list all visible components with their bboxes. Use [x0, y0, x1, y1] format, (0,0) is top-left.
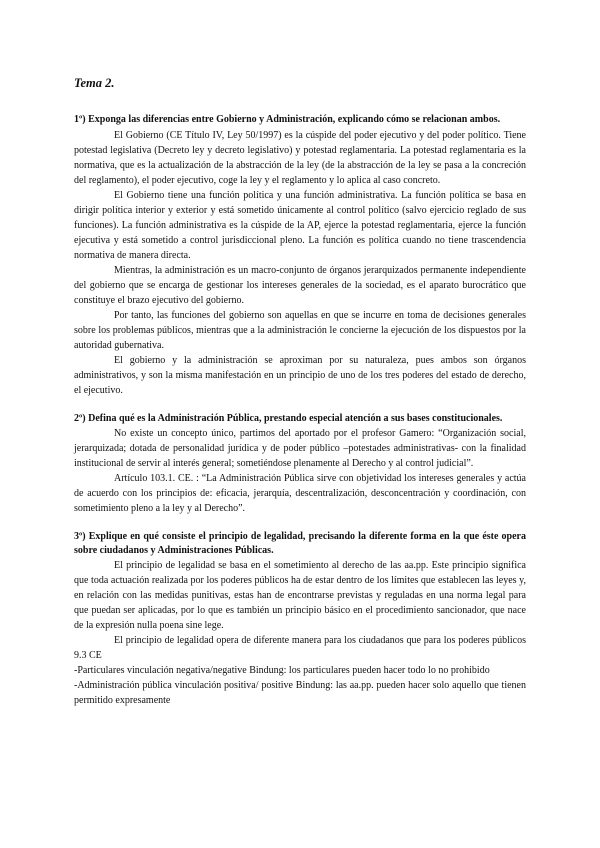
paragraph: El principio de legalidad se basa en el sometimiento al derecho de las aa.pp. Este principio significa que toda actuación realizada por los poderes públicos ha de estar dentro de los límites que establecen las leyes y, en relación con las medidas punitivas, estas han de encontrarse previstas y reguladas en una norma legal para que puedan ser aplicadas, por lo que es también un principio básico en el procedimiento sancionador, que nace de la expresión nulla poena sine lege.: [74, 560, 526, 631]
section-heading: 2º) Defina qué es la Administración Pública, prestando especial atención a sus bases constitucionales.: [74, 412, 503, 424]
section-2: [74, 412, 526, 517]
paragraph: No existe un concepto único, partimos del aportado por el profesor Gamero: “Organización social, jerarquizada; dotada de personalidad jurídica y de poder público –potestades administrativas- con la finalidad institucional de servir al interés general; sometiéndose plenamente al Derecho y al control judicial”.: [74, 428, 526, 469]
document-body: [74, 76, 526, 708]
section-1: [74, 113, 526, 398]
paragraph: El Gobierno tiene una función política y una función administrativa. La función política se basa en dirigir política interior y exterior y está sometido únicamente al control político (salvo ejercicio reglado de sus funciones). La función administrativa es la cúspide de la AP, ejerce la potestad reglamentaria, ejerce la función ejecutiva y está sometido a control jurisdiccional pleno. La función es política cuando no tiene trascendencia normativa de manera directa.: [74, 189, 526, 261]
list-item: -Particulares vinculación negativa/negative Bindung: los particulares pueden hacer todo lo no prohibido: [74, 665, 490, 676]
section-heading: 1º) Exponga las diferencias entre Gobierno y Administración, explicando cómo se relacionan ambos.: [74, 114, 501, 125]
paragraph: Por tanto, las funciones del gobierno son aquellas en que se incurre en toma de decisiones generales sobre los problemas públicos, mientras que a la administración le concierne la ejecución de los dispuestos por la autoridad gubernativa.: [74, 309, 526, 351]
section-3: [74, 530, 526, 708]
paragraph: Artículo 103.1. CE. : “La Administración Pública sirve con objetividad los intereses generales y actúa de acuerdo con los principios de: eficacia, jerarquía, descentralización, desconcentración y coordinación, con sometimiento pleno a la ley y al Derecho”.: [74, 473, 526, 514]
document-title: Tema 2.: [74, 76, 115, 90]
section-heading: 3º) Explique en qué consiste el principio de legalidad, precisando la diferente forma en la que éste opera sobre ciudadanos y Administraciones Públicas.: [74, 531, 526, 556]
paragraph: El principio de legalidad opera de diferente manera para los ciudadanos que para los poderes públicos 9.3 CE: [74, 635, 526, 661]
paragraph: Mientras, la administración es un macro-conjunto de órganos jerarquizados permanente independiente del gobierno que se encarga de gestionar los intereses generales de la sociedad, es el aparato burocrático que constituye el brazo ejecutivo del gobierno.: [74, 264, 526, 306]
paragraph: El gobierno y la administración se aproximan por su naturaleza, pues ambos son órganos administrativos, y son la misma manifestación en un principio de uno de los tres poderes del estado de derecho, el ejecutivo.: [74, 354, 526, 396]
paragraph: El Gobierno (CE Título IV, Ley 50/1997) es la cúspide del poder ejecutivo y del poder político. Tiene potestad legislativa (Decreto ley y decreto legislativo) y potestad reglamentaria. La potestad reglamentaria es la normativa, que es la actualización de la abstracción de la ley (de la abstracción de la ley se pasa a la concreción del reglamento), el poder ejecutivo, coge la ley y el reglamento y lo aplica al caso concreto.: [74, 129, 526, 186]
list-item: -Administración pública vinculación positiva/ positive Bindung: las aa.pp. pueden hacer solo aquello que tienen permitido expresamente: [74, 680, 526, 706]
